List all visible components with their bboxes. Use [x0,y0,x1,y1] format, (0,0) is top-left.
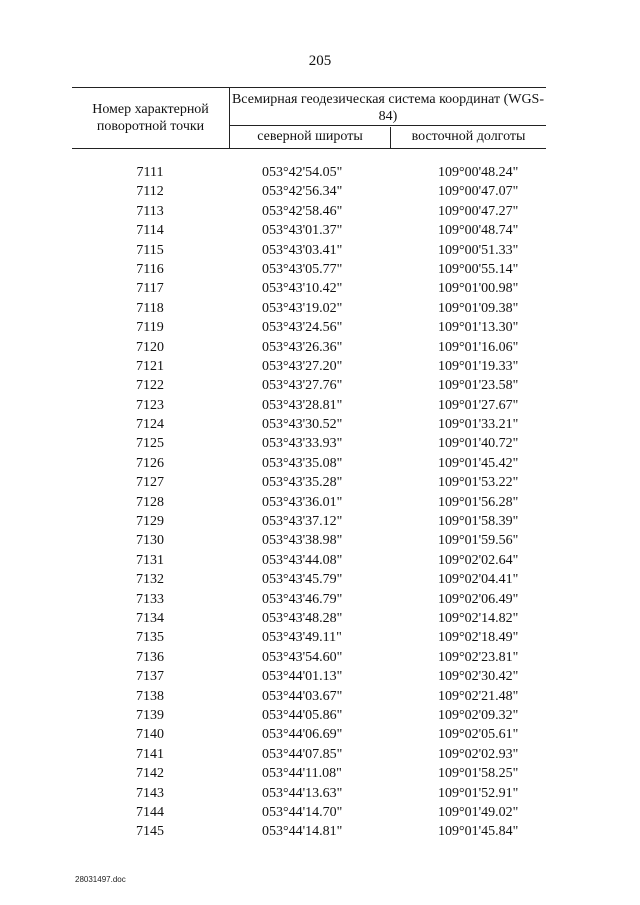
table-row [0,667,640,686]
latitude-cell: 053°44'14.70" [262,804,343,820]
point-number-cell: 7138 [136,688,164,704]
point-number-cell: 7142 [136,766,164,782]
latitude-cell: 053°44'05.86" [262,707,343,723]
longitude-cell: 109°02'09.32" [438,707,519,723]
point-number-cell: 7139 [136,707,164,723]
point-number-cell: 7128 [136,494,164,510]
longitude-cell: 109°02'02.93" [438,746,519,762]
point-number-cell: 7113 [136,203,164,219]
latitude-cell: 053°43'48.28" [262,610,343,626]
longitude-cell: 109°01'19.33" [438,358,519,374]
longitude-cell: 109°01'13.30" [438,320,519,336]
table-row [0,648,640,667]
point-number-cell: 7132 [136,572,164,588]
table-header [72,87,546,149]
point-number-cell: 7123 [136,397,164,413]
table-row [0,357,640,376]
longitude-cell: 109°00'48.24" [438,165,519,180]
latitude-cell: 053°44'11.08" [262,766,342,782]
longitude-cell: 109°01'27.67" [438,397,519,413]
header-latitude: северной широты [230,127,391,148]
point-number-cell: 7122 [136,378,164,394]
longitude-cell: 109°02'06.49" [438,591,519,607]
longitude-cell: 109°01'40.72" [438,436,519,452]
latitude-cell: 053°43'33.93" [262,436,343,452]
table-row [0,434,640,453]
table-row [0,512,640,531]
latitude-cell: 053°43'30.52" [262,417,343,433]
longitude-cell: 109°02'14.82" [438,610,519,626]
longitude-cell: 109°00'51.33" [438,242,519,258]
point-number-cell: 7111 [136,165,164,180]
longitude-cell: 109°01'45.42" [438,455,519,471]
table-row [0,764,640,783]
table-row [0,706,640,725]
longitude-cell: 109°01'33.21" [438,417,519,433]
table-row [0,163,640,182]
table-row [0,318,640,337]
point-number-cell: 7119 [136,320,164,336]
point-number-cell: 7145 [136,824,164,840]
longitude-cell: 109°00'48.74" [438,223,519,239]
point-number-cell: 7124 [136,417,164,433]
longitude-cell: 109°01'49.02" [438,804,519,820]
latitude-cell: 053°43'44.08" [262,552,343,568]
latitude-cell: 053°43'46.79" [262,591,343,607]
table-row [0,687,640,706]
point-number-cell: 7114 [136,223,164,239]
table-row [0,221,640,240]
longitude-cell: 109°01'16.06" [438,339,519,355]
point-number-cell: 7120 [136,339,164,355]
point-number-cell: 7143 [136,785,164,801]
longitude-cell: 109°02'23.81" [438,649,519,665]
latitude-cell: 053°44'14.81" [262,824,343,840]
latitude-cell: 053°43'01.37" [262,223,343,239]
header-point-number: Номер характерной поворотной точки [72,88,230,148]
latitude-cell: 053°43'35.28" [262,475,343,491]
latitude-cell: 053°43'28.81" [262,397,343,413]
point-number-cell: 7118 [136,300,164,316]
table-row [0,376,640,395]
longitude-cell: 109°01'09.38" [438,300,519,316]
longitude-cell: 109°02'18.49" [438,630,519,646]
table-row [0,725,640,744]
table-row [0,279,640,298]
point-number-cell: 7136 [136,649,164,665]
point-number-cell: 7117 [136,281,164,297]
latitude-cell: 053°43'36.01" [262,494,343,510]
latitude-cell: 053°43'27.76" [262,378,343,394]
table-row [0,822,640,841]
longitude-cell: 109°01'52.91" [438,785,519,801]
latitude-cell: 053°44'01.13" [262,669,343,685]
table-row [0,182,640,201]
table-row [0,338,640,357]
latitude-cell: 053°43'03.41" [262,242,343,258]
longitude-cell: 109°01'58.39" [438,514,519,530]
point-number-cell: 7129 [136,514,164,530]
longitude-cell: 109°02'04.41" [438,572,519,588]
table-row [0,241,640,260]
latitude-cell: 053°43'19.02" [262,300,343,316]
table-row [0,609,640,628]
point-number-cell: 7137 [136,669,164,685]
latitude-cell: 053°43'37.12" [262,514,343,530]
table-row [0,415,640,434]
point-number-cell: 7131 [136,552,164,568]
latitude-cell: 053°42'58.46" [262,203,343,219]
table-row [0,396,640,415]
point-number-cell: 7126 [136,455,164,471]
point-number-cell: 7125 [136,436,164,452]
longitude-cell: 109°02'30.42" [438,669,519,685]
point-number-cell: 7121 [136,358,164,374]
table-row [0,493,640,512]
point-number-cell: 7130 [136,533,164,549]
latitude-cell: 053°43'27.20" [262,358,343,374]
latitude-cell: 053°42'56.34" [262,184,343,200]
table-row [0,628,640,647]
point-number-cell: 7115 [136,242,164,258]
point-number-cell: 7140 [136,727,164,743]
header-longitude: восточной долготы [411,129,526,144]
table-row [0,299,640,318]
longitude-cell: 109°01'56.28" [438,494,519,510]
table-row [0,202,640,221]
latitude-cell: 053°44'03.67" [262,688,343,704]
longitude-cell: 109°02'02.64" [438,552,519,568]
table-row [0,784,640,803]
table-row [0,473,640,492]
table-row [0,454,640,473]
point-number-cell: 7144 [136,804,164,820]
file-name-footer: 28031497.doc [75,875,126,884]
header-coordinate-system: Всемирная геодезическая система координат (WGS-84) [230,88,546,126]
point-number-cell: 7141 [136,746,164,762]
latitude-cell: 053°43'24.56" [262,320,343,336]
longitude-cell: 109°01'59.56" [438,533,519,549]
point-number-cell: 7133 [136,591,164,607]
point-number-cell: 7116 [136,261,164,277]
longitude-cell: 109°01'53.22" [438,475,519,491]
latitude-cell: 053°43'10.42" [262,281,343,297]
longitude-cell: 109°00'47.07" [438,184,519,200]
table-row [0,551,640,570]
longitude-cell: 109°02'21.48" [438,688,519,704]
point-number-cell: 7127 [136,475,164,491]
latitude-cell: 053°43'49.11" [262,630,342,646]
longitude-cell: 109°00'55.14" [438,261,519,277]
latitude-cell: 053°43'26.36" [262,339,343,355]
point-number-cell: 7112 [136,184,164,200]
latitude-cell: 053°44'07.85" [262,746,343,762]
table-row [0,260,640,279]
longitude-cell: 109°01'45.84" [438,824,519,840]
latitude-cell: 053°44'06.69" [262,727,343,743]
point-number-cell: 7135 [136,630,164,646]
latitude-cell: 053°43'35.08" [262,455,343,471]
point-number-cell: 7134 [136,610,164,626]
page-number: 205 [308,53,332,69]
table-row [0,803,640,822]
table-row [0,570,640,589]
longitude-cell: 109°01'58.25" [438,766,519,782]
latitude-cell: 053°43'05.77" [262,261,343,277]
coordinates-table-body [0,163,640,842]
latitude-cell: 053°43'54.60" [262,649,343,665]
latitude-cell: 053°42'54.05" [262,165,343,180]
table-row [0,745,640,764]
table-row [0,531,640,550]
table-row [0,590,640,609]
longitude-cell: 109°01'23.58" [438,378,519,394]
longitude-cell: 109°02'05.61" [438,727,519,743]
longitude-cell: 109°01'00.98" [438,281,519,297]
latitude-cell: 053°43'45.79" [262,572,343,588]
latitude-cell: 053°44'13.63" [262,785,343,801]
longitude-cell: 109°00'47.27" [438,203,519,219]
latitude-cell: 053°43'38.98" [262,533,343,549]
